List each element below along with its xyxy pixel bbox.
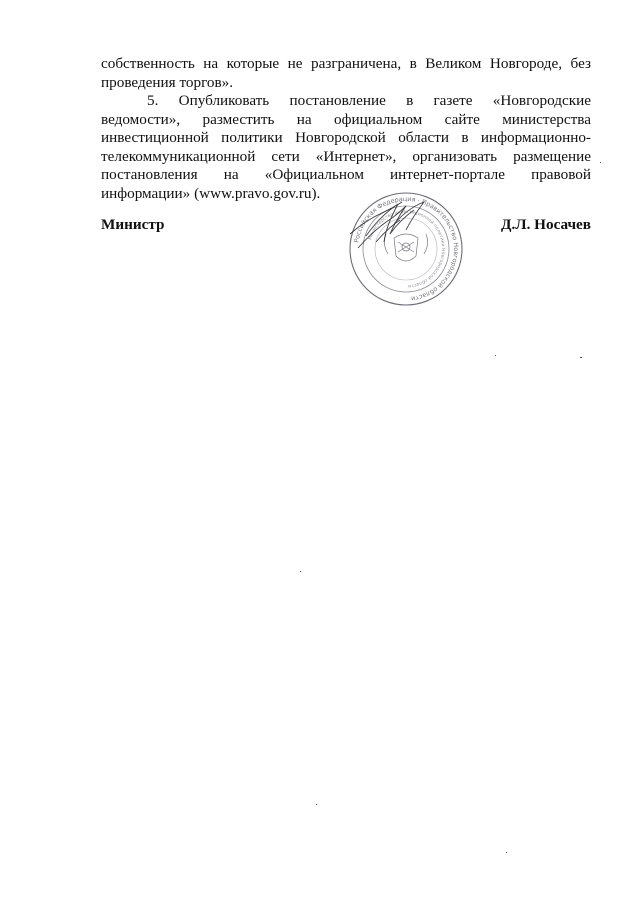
scan-speck [300,571,301,572]
signatory-title: Министр [101,216,165,233]
paragraph-item-5: 5. Опубликовать постановление в газете «Новгородские ведомости», разместить на официальном сайте министерства инвестиционной политики Новгородской области в информационно-телекоммуникационной сети «Интернет», организовать размещение постановления на «Официальном интернет-портале правовой информации» (www.pravo.gov.ru). [101,92,591,202]
scan-speck [495,355,496,356]
emblem-icon [384,234,427,261]
scan-speck [316,804,317,805]
official-seal-stamp [336,190,476,308]
scan-speck [506,852,507,853]
paragraph-closing-clause: собственность на которые не разграничена, в Великом Новгороде, без проведения торгов». [101,55,591,91]
seal-outer-text: Российская Федерация · Правительство Новгородской области [352,194,461,303]
handwritten-signature [350,202,424,248]
seal-inner-text: Министерство инвестиционной политики Новгородской области [368,209,446,288]
signatory-name: Д.Л. Носачев [501,216,591,233]
svg-text:Министерство инвестиционной по [367,210,446,288]
scan-speck [600,162,601,163]
scan-speck [580,357,582,358]
